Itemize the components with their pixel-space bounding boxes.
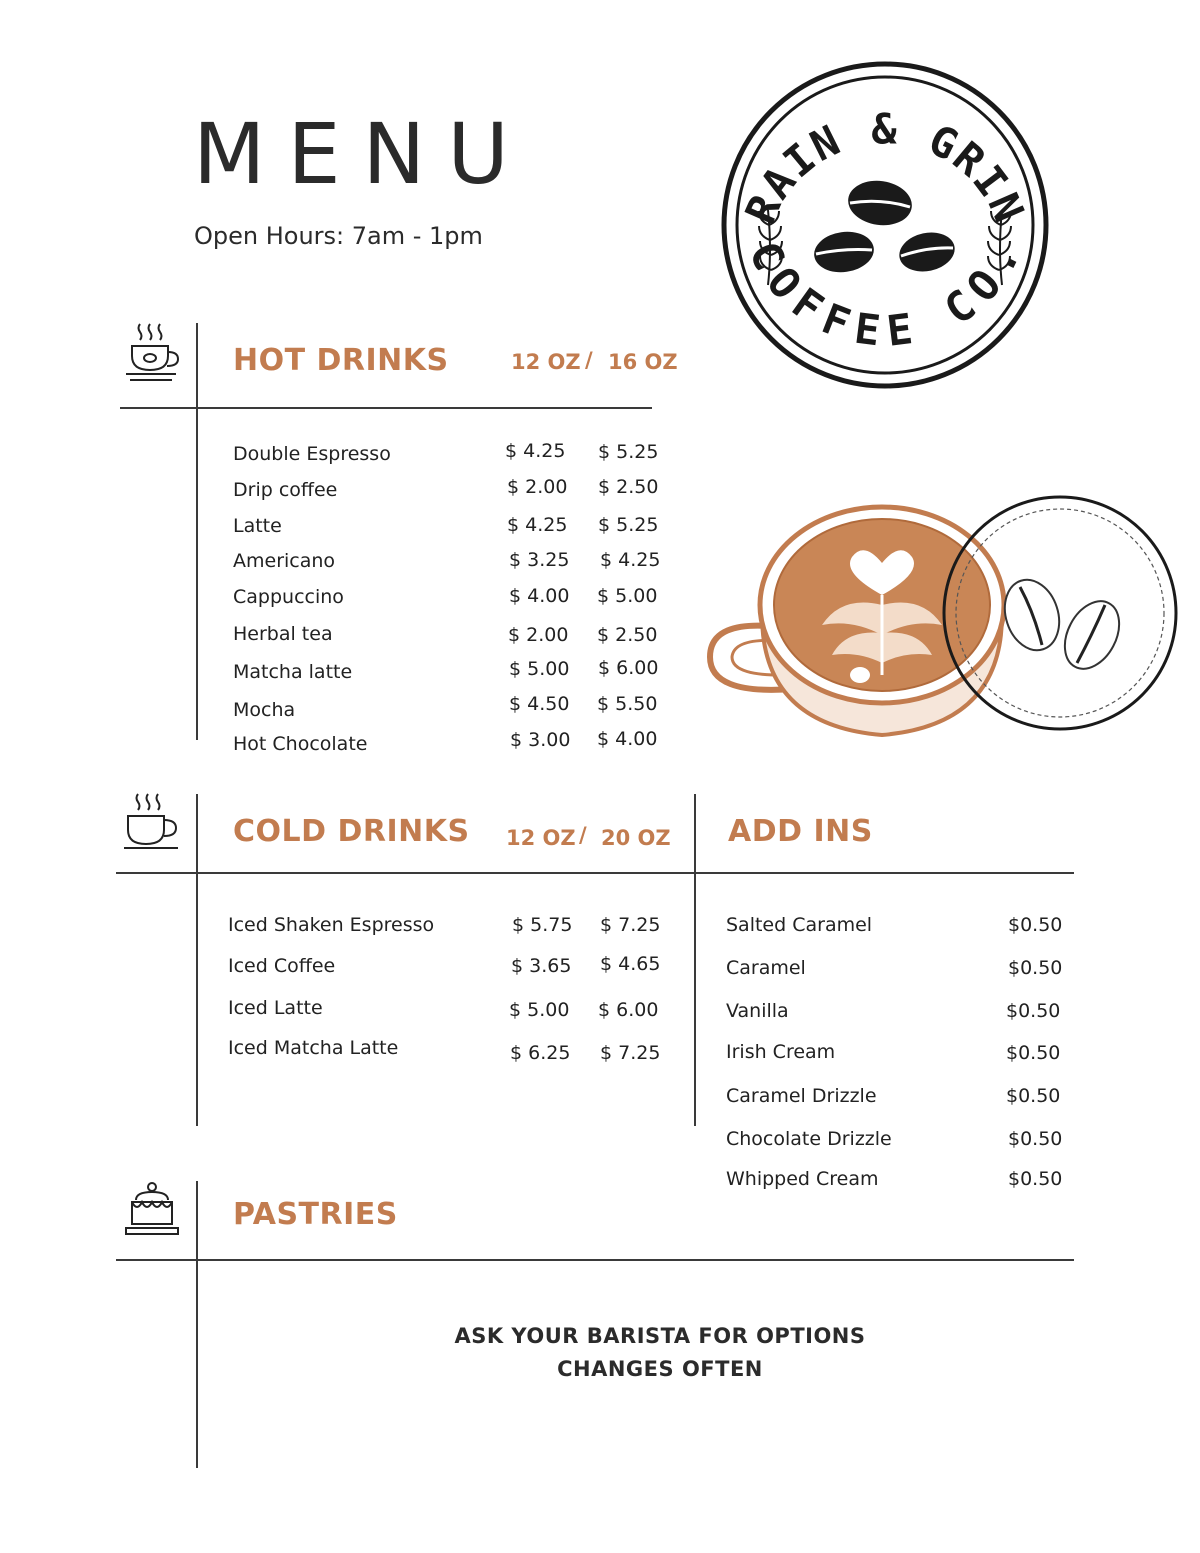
menu-item-price-small: $ 4.25 xyxy=(507,514,568,536)
add-in-price: $0.50 xyxy=(1008,1128,1063,1150)
menu-item-price-large: $ 5.00 xyxy=(597,585,658,607)
svg-text:COFFEE CO. xyxy=(739,234,1031,356)
menu-item-price-large: $ 5.50 xyxy=(597,693,658,715)
pastries-title: PASTRIES xyxy=(233,1197,398,1232)
cold-drinks-divider-horizontal xyxy=(116,872,1074,874)
menu-item-price-small: $ 5.00 xyxy=(509,658,570,680)
cold-drinks-size-separator: / xyxy=(579,823,587,847)
menu-item-name: Americano xyxy=(233,550,336,572)
menu-item-name: Drip coffee xyxy=(233,479,338,501)
menu-item-price-small: $ 4.25 xyxy=(505,440,566,462)
brand-logo xyxy=(706,21,1050,390)
add-in-price: $0.50 xyxy=(1008,1168,1063,1190)
menu-item-price-small: $ 5.00 xyxy=(509,999,570,1021)
hot-drinks-divider-horizontal xyxy=(120,407,652,409)
coffee-cup-icon xyxy=(122,322,182,384)
menu-item-name: Herbal tea xyxy=(233,623,333,645)
menu-item-price-large: $ 2.50 xyxy=(598,476,659,498)
menu-item-name: Cappuccino xyxy=(233,586,344,608)
cold-drinks-size-small: 12 OZ xyxy=(506,826,576,850)
menu-item-price-small: $ 5.75 xyxy=(512,914,573,936)
menu-item-price-large: $ 5.25 xyxy=(598,514,659,536)
hot-drinks-divider-vertical xyxy=(196,323,198,740)
add-ins-title: ADD INS xyxy=(728,814,873,849)
pastries-note-line1: ASK YOUR BARISTA FOR OPTIONS xyxy=(454,1324,866,1348)
menu-item-price-small: $ 4.00 xyxy=(509,585,570,607)
add-in-name: Irish Cream xyxy=(726,1041,836,1063)
open-hours: Open Hours: 7am - 1pm xyxy=(194,222,483,250)
hot-drinks-title: HOT DRINKS xyxy=(233,343,449,378)
add-in-name: Salted Caramel xyxy=(726,914,873,936)
menu-item-price-small: $ 3.25 xyxy=(509,549,570,571)
menu-item-price-large: $ 7.25 xyxy=(600,1042,661,1064)
menu-item-name: Iced Coffee xyxy=(228,955,336,977)
add-in-price: $0.50 xyxy=(1006,1042,1061,1064)
cold-drinks-divider-vertical xyxy=(196,794,198,1126)
menu-item-price-large: $ 4.00 xyxy=(597,728,658,750)
pastries-divider-vertical xyxy=(196,1181,198,1468)
menu-item-name: Latte xyxy=(233,515,282,537)
add-in-price: $0.50 xyxy=(1006,1085,1061,1107)
add-in-name: Chocolate Drizzle xyxy=(726,1128,892,1150)
menu-item-price-large: $ 4.25 xyxy=(600,549,661,571)
menu-item-name: Matcha latte xyxy=(233,661,353,683)
menu-item-price-small: $ 2.00 xyxy=(507,476,568,498)
add-in-price: $0.50 xyxy=(1008,957,1063,979)
menu-item-name: Iced Latte xyxy=(228,997,323,1019)
coffee-beans-illustration xyxy=(996,573,1130,678)
menu-item-price-small: $ 6.25 xyxy=(510,1042,571,1064)
add-in-name: Vanilla xyxy=(726,1000,789,1022)
menu-item-name: Double Espresso xyxy=(233,443,391,465)
menu-item-price-large: $ 5.25 xyxy=(598,441,659,463)
menu-title: MENU xyxy=(193,105,531,203)
hot-drinks-size-large: 16 OZ xyxy=(608,350,678,374)
menu-item-price-large: $ 2.50 xyxy=(597,624,658,646)
add-in-name: Caramel Drizzle xyxy=(726,1085,877,1107)
hot-drinks-size-separator: / xyxy=(585,348,593,372)
hot-drinks-size-small: 12 OZ xyxy=(511,350,581,374)
menu-item-name: Hot Chocolate xyxy=(233,733,368,755)
cold-drinks-size-large: 20 OZ xyxy=(601,826,671,850)
menu-item-price-large: $ 4.65 xyxy=(600,953,661,975)
menu-item-price-large: $ 6.00 xyxy=(598,657,659,679)
menu-item-price-large: $ 7.25 xyxy=(600,914,661,936)
menu-item-price-small: $ 2.00 xyxy=(508,624,569,646)
hot-cup-icon xyxy=(122,792,182,852)
add-in-name: Whipped Cream xyxy=(726,1168,879,1190)
menu-item-price-small: $ 3.65 xyxy=(511,955,572,977)
coffee-beans-icon xyxy=(812,177,959,277)
menu-item-price-small: $ 4.50 xyxy=(509,693,570,715)
add-in-price: $0.50 xyxy=(1008,914,1063,936)
menu-item-name: Mocha xyxy=(233,699,296,721)
cake-icon xyxy=(122,1180,182,1238)
add-ins-divider-vertical xyxy=(694,794,696,1126)
pastries-note-line2: CHANGES OFTEN xyxy=(557,1357,763,1381)
logo-top-text: GRAIN & GRIND xyxy=(706,21,1035,231)
menu-item-name: Iced Shaken Espresso xyxy=(228,914,435,936)
menu-item-price-small: $ 3.00 xyxy=(510,729,571,751)
logo-bottom-text: COFFEE CO. xyxy=(739,233,1031,356)
latte-art-illustration xyxy=(700,505,1190,755)
menu-item-price-large: $ 6.00 xyxy=(598,999,659,1021)
pastries-divider-horizontal xyxy=(116,1259,1074,1261)
add-in-price: $0.50 xyxy=(1006,1000,1061,1022)
cold-drinks-title: COLD DRINKS xyxy=(233,814,470,849)
menu-item-name: Iced Matcha Latte xyxy=(228,1037,399,1059)
add-in-name: Caramel xyxy=(726,957,806,979)
